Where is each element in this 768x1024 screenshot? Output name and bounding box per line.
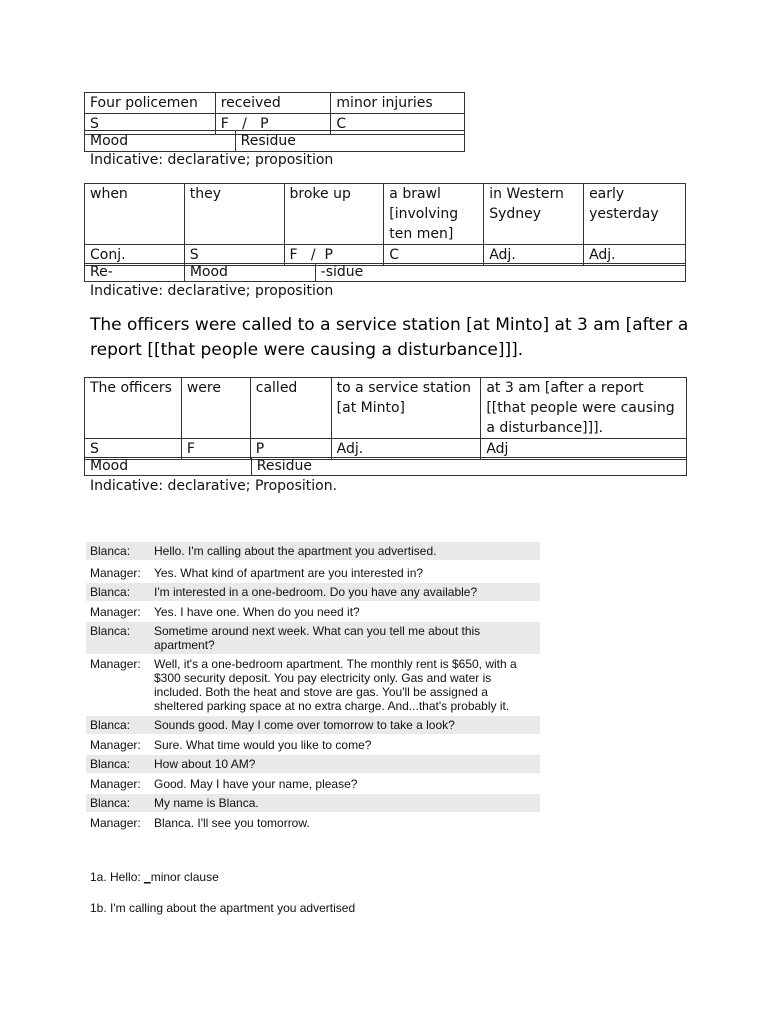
table-cell: Adj. [484, 245, 584, 266]
utterance-text: Blanca. I'll see you tomorrow. [154, 816, 310, 830]
table-cell: The officers [85, 378, 182, 439]
analysis-table-2 [84, 183, 686, 266]
table-cell: were [181, 378, 250, 439]
dialogue-line [86, 814, 540, 832]
table-cell: Residue [251, 458, 686, 476]
utterance-text: Sometime around next week. What can you tell me about this apartment? [154, 624, 481, 652]
speaker-label: Blanca: [90, 796, 131, 810]
analysis-note-1a [90, 869, 219, 885]
table-cell: minor injuries [331, 93, 465, 114]
example-sentence-heading: The officers were called to a service station [at Minto] at 3 am [after a report [[that people were causing a disturbance]]]. [90, 315, 689, 360]
dialogue-line [86, 736, 540, 754]
analysis-table-1 [84, 92, 465, 135]
table-cell: P [250, 439, 331, 460]
table-cell: received [215, 93, 331, 114]
caption: Indicative: declarative; proposition [90, 283, 334, 299]
table-cell: Four policemen [85, 93, 216, 114]
table-cell: Adj. [331, 439, 481, 460]
table-cell: Mood [85, 458, 252, 476]
speaker-label: Manager: [90, 566, 141, 580]
note-label: minor clause [150, 870, 219, 884]
speaker-label: Blanca: [90, 624, 131, 638]
utterance-text: Well, it's a one-bedroom apartment. The monthly rent is $650, with a $300 security deposit. You pay electricity only. Gas and water is included. Both the heat and stove are gas. You'll be assigned a sheltered parking space at no extra charge. And...that's probably it. [154, 657, 517, 713]
utterance-text: My name is Blanca. [154, 796, 259, 810]
speaker-label: Blanca: [90, 718, 131, 732]
table-cell: broke up [284, 184, 384, 245]
table-cell: -sidue [315, 264, 685, 282]
table-row [85, 264, 686, 282]
utterance-text: Good. May I have your name, please? [154, 777, 358, 791]
analysis-note-1b: 1b. I'm calling about the apartment you advertised [90, 901, 356, 915]
table-row [85, 184, 686, 245]
dialogue-line [86, 564, 540, 582]
table-cell: in Western Sydney [484, 184, 584, 245]
table-cell: when [85, 184, 185, 245]
caption: Indicative: declarative; proposition [90, 152, 334, 168]
table-cell: early yesterday [584, 184, 686, 245]
utterance-text: Sure. What time would you like to come? [154, 738, 372, 752]
table-row [85, 93, 465, 114]
note-mark: _ [144, 870, 151, 884]
speaker-label: Manager: [90, 657, 141, 671]
table-cell: they [184, 184, 284, 245]
table-row [85, 131, 465, 152]
table-cell: F / P [215, 114, 331, 135]
table-cell: F / P [284, 245, 384, 266]
table-cell: called [250, 378, 331, 439]
utterance-text: I'm interested in a one-bedroom. Do you have any available? [154, 585, 478, 599]
analysis-table-3 [84, 377, 687, 460]
analysis-table-2-functions [84, 263, 686, 282]
table-cell: C [384, 245, 484, 266]
speaker-label: Manager: [90, 605, 141, 619]
utterance-text: Sounds good. May I come over tomorrow to take a look? [154, 718, 455, 732]
utterance-text: Yes. What kind of apartment are you interested in? [154, 566, 424, 580]
table-cell: C [331, 114, 465, 135]
dialogue-line [86, 794, 540, 812]
dialogue-line [86, 542, 540, 560]
analysis-table-3-functions [84, 457, 687, 476]
table-cell: Adj [481, 439, 687, 460]
dialogue-line [86, 622, 540, 654]
utterance-text: Hello. I'm calling about the apartment you advertised. [154, 544, 437, 558]
dialogue-line [86, 603, 540, 621]
table-cell: Residue [235, 131, 464, 152]
speaker-label: Blanca: [90, 544, 131, 558]
dialogue-line [86, 775, 540, 793]
table-row [85, 378, 687, 439]
speaker-label: Blanca: [90, 585, 131, 599]
table-cell: S [184, 245, 284, 266]
table-cell: S [85, 114, 216, 135]
table-cell: at 3 am [after a report [[that people were causing a disturbance]]]. [481, 378, 687, 439]
utterance-text: Yes. I have one. When do you need it? [154, 605, 360, 619]
speaker-label: Blanca: [90, 757, 131, 771]
dialogue-line [86, 655, 540, 715]
table-cell: Conj. [85, 245, 185, 266]
dialogue-transcript [86, 542, 540, 833]
table-cell: Mood [85, 131, 236, 152]
speaker-label: Manager: [90, 816, 141, 830]
dialogue-line [86, 755, 540, 773]
table-row [85, 458, 687, 476]
table-cell: F [181, 439, 250, 460]
dialogue-line [86, 716, 540, 734]
caption: Indicative: declarative; Proposition. [90, 478, 338, 494]
note-prefix: 1a. Hello: [90, 870, 145, 884]
table-cell: to a service station [at Minto] [331, 378, 481, 439]
table-cell: Mood [184, 264, 315, 282]
table-cell: Adj. [584, 245, 686, 266]
table-cell: S [85, 439, 182, 460]
analysis-table-1-functions [84, 130, 465, 152]
speaker-label: Manager: [90, 738, 141, 752]
utterance-text: How about 10 AM? [154, 757, 256, 771]
dialogue-line [86, 583, 540, 601]
table-cell: Re- [85, 264, 185, 282]
speaker-label: Manager: [90, 777, 141, 791]
table-cell: a brawl [involving ten men] [384, 184, 484, 245]
